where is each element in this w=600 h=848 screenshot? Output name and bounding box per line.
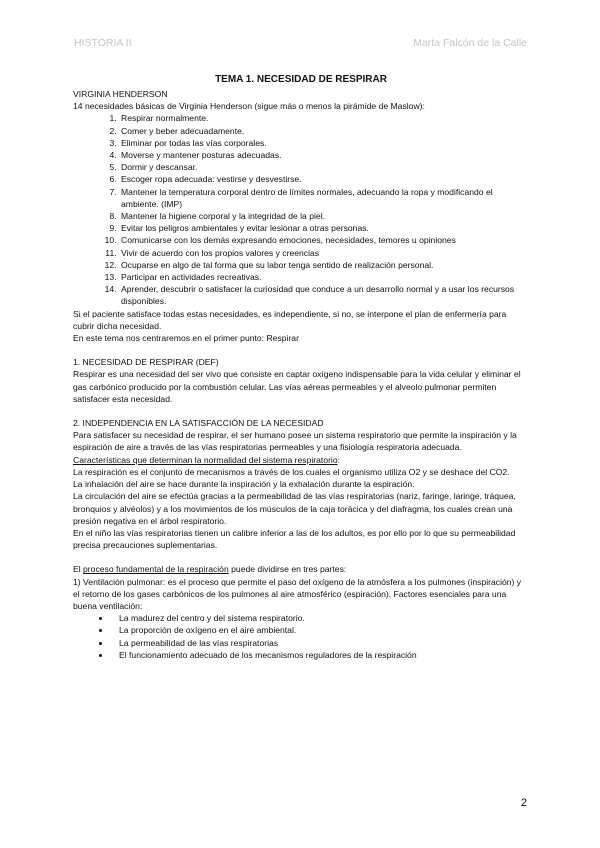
characteristics-label: Características que determinan la normalidad del sistema respiratorio (73, 454, 338, 465)
page-title: TEMA 1. NECESIDAD DE RESPIRAR (215, 74, 387, 85)
ventilation-factors-list (73, 612, 529, 661)
need-item: 12. Ocuparse en algo de tal forma que su labor tenga sentido de realización personal. (119, 259, 529, 271)
need-item: 8. Mantener la higiene corporal y la integridad de la piel. (119, 210, 529, 222)
needs-list (73, 112, 529, 307)
factor-item: • La madurez del centro y del sistema respiratorio. (111, 612, 529, 624)
characteristics-heading: Características que determinan la normalidad del sistema respiratorio: (73, 454, 341, 465)
need-item: 9. Evitar los peligros ambientales y evitar lesionar a otras personas. (119, 222, 529, 234)
section2-paragraph: La respiración es el conjunto de mecanismos a través de los cuales el organismo utiliza O2 y se deshace del CO2. (73, 466, 510, 477)
section1-body: Respirar es una necesidad del ser vivo que consiste en captar oxígeno indispensable para la vida celular y eliminar el gas carbónico producido por la combustión celular. Las vías aéreas permeables y el alveolo pulmonar permiten satisfacer esta necesidad. (73, 369, 521, 404)
process-intro: El proceso fundamental de la respiración puede dividirse en tres partes: (73, 564, 347, 575)
need-item: 4. Moverse y mantener posturas adecuadas. (119, 149, 529, 161)
section2-paragraph: La inhalación del aire se hace durante la inspiración y la exhalación durante la espiración. (73, 479, 415, 490)
factor-item: • El funcionamiento adecuado de los mecanismos reguladores de la respiración (111, 649, 529, 661)
henderson-note: Si el paciente satisface todas estas necesidades, es independiente, si no, se interpone el plan de enfermería para cubrir dicha necesidad. (73, 308, 507, 331)
factor-item: • La proporción de oxígeno en el aire ambiental. (111, 624, 529, 636)
section2-paragraph: En el niño las vías respiratorias tienen un calibre inferior a las de los adultos, es por ello por lo que su permeabilidad precisa precauciones suplementarias. (73, 527, 516, 551)
page-number: 2 (520, 797, 527, 809)
henderson-heading: VIRGINIA HENDERSON (73, 89, 168, 99)
need-item: 3. Eliminar por todas las vías corporales. (119, 137, 529, 149)
need-item: 6. Escoger ropa adecuada: vestirse y desvestirse. (119, 173, 529, 185)
need-item: 7. Mantener la temperatura corporal dentro de límites normales, adecuando la ropa y modificando el ambiente. (IMP) (119, 186, 529, 210)
header-left: HISTORIA II (74, 37, 132, 49)
ventilation-paragraph: 1) Ventilación pulmonar: es el proceso que permite el paso del oxígeno de la atmósfera a los pulmones (inspiración) y el retorno de los gases carbónicos de los pulmones al aire atmosférico (espiración). Factores esenciales para una buena ventilación: (73, 576, 522, 611)
henderson-intro: 14 necesidades básicas de Virginia Henderson (sigue más o menos la pirámide de Maslow): (73, 101, 425, 112)
need-item: 10. Comunicarse con los demás expresando emociones, necesidades, temores u opiniones (119, 234, 529, 246)
henderson-focus: En este tema nos centraremos en el primer punto: Respirar (73, 333, 299, 344)
need-item: 14. Aprender, descubrir o satisfacer la curiosidad que conduce a un desarrollo normal y a usar los recursos disponibles. (119, 283, 529, 307)
need-item: 1. Respirar normalmente. (119, 112, 529, 124)
section1-heading: 1. NECESIDAD DE RESPIRAR (DEF) (73, 357, 219, 368)
process-label: proceso fundamental de la respiración (83, 564, 229, 575)
need-item: 2. Comer y beber adecuadamente. (119, 125, 529, 137)
section2-heading: 2. INDEPENDENCIA EN LA SATISFACCIÓN DE LA NECESIDAD (73, 418, 324, 429)
header-right: Marta Falcón de la Calle (413, 37, 527, 49)
need-item: 13. Participar en actividades recreativas. (119, 271, 529, 283)
section2-paragraph: Para satisfacer su necesidad de respirar, el ser humano posee un sistema respiratorio que permite la inspiración y la espiración de aire a través de las vías respiratorias permeables y una fisiología respiratoria adecuada. (73, 430, 517, 453)
need-item: 11. Vivir de acuerdo con los propios valores y creencias (119, 247, 529, 259)
factor-item: • La permeabilidad de las vías respiratorias (111, 637, 529, 649)
document-body (73, 73, 529, 661)
section2-paragraph: La circulación del aire se efectúa gracias a la permeabilidad de las vías respiratorias (nariz, faringe, laringe, tráquea, bronquios y alvéolos) y a los movimientos de los músculos de la caja torácica y del diafragma, los cuales crean una presión negativa en el árbol respiratorio. (73, 491, 516, 526)
need-item: 5. Dormir y descansar. (119, 161, 529, 173)
